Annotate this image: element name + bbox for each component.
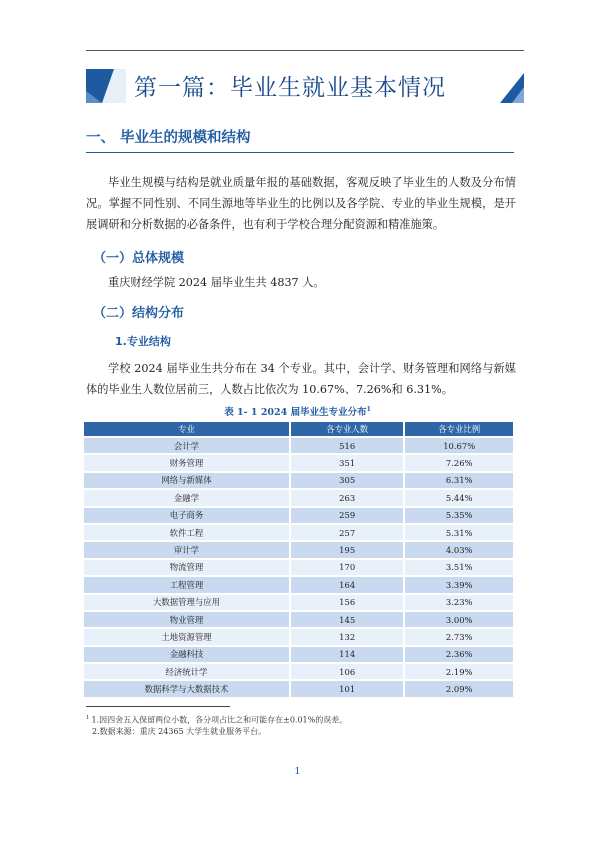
table-row bbox=[84, 525, 513, 540]
table-row bbox=[84, 438, 513, 453]
header-count: 各专业人数 bbox=[291, 422, 403, 436]
cell-ratio: 5.44% bbox=[405, 490, 513, 505]
cell-count: 132 bbox=[291, 629, 403, 644]
table-row bbox=[84, 542, 513, 557]
header-ratio: 各专业比例 bbox=[405, 422, 513, 436]
table-row bbox=[84, 508, 513, 523]
cell-count: 170 bbox=[291, 560, 403, 575]
table-caption-text: 表 1- 1 2024 届毕业生专业分布 bbox=[224, 407, 367, 418]
section-heading-rule bbox=[86, 152, 514, 153]
cell-count: 516 bbox=[291, 438, 403, 453]
cell-major: 土地资源管理 bbox=[84, 629, 289, 644]
chapter-title: 第一篇：毕业生就业基本情况 bbox=[134, 75, 446, 101]
cell-count: 305 bbox=[291, 473, 403, 488]
cell-ratio: 6.31% bbox=[405, 473, 513, 488]
cell-major: 金融学 bbox=[84, 490, 289, 505]
table-row bbox=[84, 560, 513, 575]
cell-count: 164 bbox=[291, 577, 403, 592]
cell-major: 会计学 bbox=[84, 438, 289, 453]
top-rule bbox=[86, 50, 524, 51]
footnote-marker: 1 bbox=[86, 715, 90, 721]
table-row bbox=[84, 664, 513, 679]
header-major: 专业 bbox=[84, 422, 289, 436]
chapter-banner bbox=[86, 69, 524, 103]
table-row bbox=[84, 612, 513, 627]
sub-heading-major-structure: 1.专业结构 bbox=[115, 335, 171, 348]
subsection-heading-structure: （二）结构分布 bbox=[93, 306, 185, 321]
cell-ratio: 3.51% bbox=[405, 560, 513, 575]
cell-ratio: 3.23% bbox=[405, 595, 513, 610]
cell-major: 工程管理 bbox=[84, 577, 289, 592]
cell-count: 145 bbox=[291, 612, 403, 627]
caption-footnote-marker: 1 bbox=[366, 405, 371, 413]
cell-major: 经济统计学 bbox=[84, 664, 289, 679]
cell-ratio: 7.26% bbox=[405, 455, 513, 470]
table-row bbox=[84, 473, 513, 488]
cell-ratio: 3.39% bbox=[405, 577, 513, 592]
cell-count: 257 bbox=[291, 525, 403, 540]
cell-ratio: 5.31% bbox=[405, 525, 513, 540]
footnote-rule bbox=[86, 706, 230, 707]
cell-ratio: 2.19% bbox=[405, 664, 513, 679]
total-graduates-text: 重庆财经学院 2024 届毕业生共 4837 人。 bbox=[108, 276, 325, 289]
page-number: 1 bbox=[294, 766, 301, 777]
cell-ratio: 2.09% bbox=[405, 681, 513, 696]
subsection-heading-overall: （一）总体规模 bbox=[93, 251, 185, 266]
cell-count: 263 bbox=[291, 490, 403, 505]
cell-major: 大数据管理与应用 bbox=[84, 595, 289, 610]
major-structure-text: 学校 2024 届毕业生共分布在 34 个专业。其中，会计学、财务管理和网络与新媒体的毕业生人数位居前三，人数占比依次为 10.67%、7.26%和 6.31%。 bbox=[86, 362, 516, 396]
cell-count: 101 bbox=[291, 681, 403, 696]
footnote-1-text: 1.因四舍五入保留两位小数，各分项占比之和可能存在±0.01%的误差。 bbox=[91, 715, 348, 725]
cell-count: 259 bbox=[291, 508, 403, 523]
cell-ratio: 10.67% bbox=[405, 438, 513, 453]
cell-major: 财务管理 bbox=[84, 455, 289, 470]
table-caption bbox=[0, 404, 595, 418]
cell-count: 156 bbox=[291, 595, 403, 610]
table-row bbox=[84, 629, 513, 644]
table-row bbox=[84, 577, 513, 592]
cell-major: 网络与新媒体 bbox=[84, 473, 289, 488]
cell-major: 电子商务 bbox=[84, 508, 289, 523]
section-intro: 毕业生规模与结构是就业质量年报的基础数据，客观反映了毕业生的人数及分布情况。掌握不同性别、不同生源地等毕业生的比例以及各学院、专业的毕业生规模，是开展调研和分析数据的必备条件，也有利于学校合理分配资源和精准施策。 bbox=[86, 176, 516, 231]
table-row bbox=[84, 647, 513, 662]
cell-major: 审计学 bbox=[84, 542, 289, 557]
table-header-row bbox=[84, 422, 513, 436]
cell-ratio: 2.36% bbox=[405, 647, 513, 662]
table-row bbox=[84, 455, 513, 470]
table-row bbox=[84, 490, 513, 505]
major-distribution-table bbox=[82, 420, 515, 699]
cell-ratio: 3.00% bbox=[405, 612, 513, 627]
cell-major: 金融科技 bbox=[84, 647, 289, 662]
cell-ratio: 2.73% bbox=[405, 629, 513, 644]
cell-major: 软件工程 bbox=[84, 525, 289, 540]
footnote-2: 2.数据来源：重庆 24365 大学生就业服务平台。 bbox=[92, 727, 267, 736]
cell-count: 195 bbox=[291, 542, 403, 557]
cell-count: 114 bbox=[291, 647, 403, 662]
cell-ratio: 4.03% bbox=[405, 542, 513, 557]
cell-major: 数据科学与大数据技术 bbox=[84, 681, 289, 696]
cell-count: 351 bbox=[291, 455, 403, 470]
cell-major: 物流管理 bbox=[84, 560, 289, 575]
table-row bbox=[84, 595, 513, 610]
table-row bbox=[84, 681, 513, 696]
cell-ratio: 5.35% bbox=[405, 508, 513, 523]
cell-major: 物业管理 bbox=[84, 612, 289, 627]
section-heading: 一、 毕业生的规模和结构 bbox=[86, 130, 251, 146]
cell-count: 106 bbox=[291, 664, 403, 679]
